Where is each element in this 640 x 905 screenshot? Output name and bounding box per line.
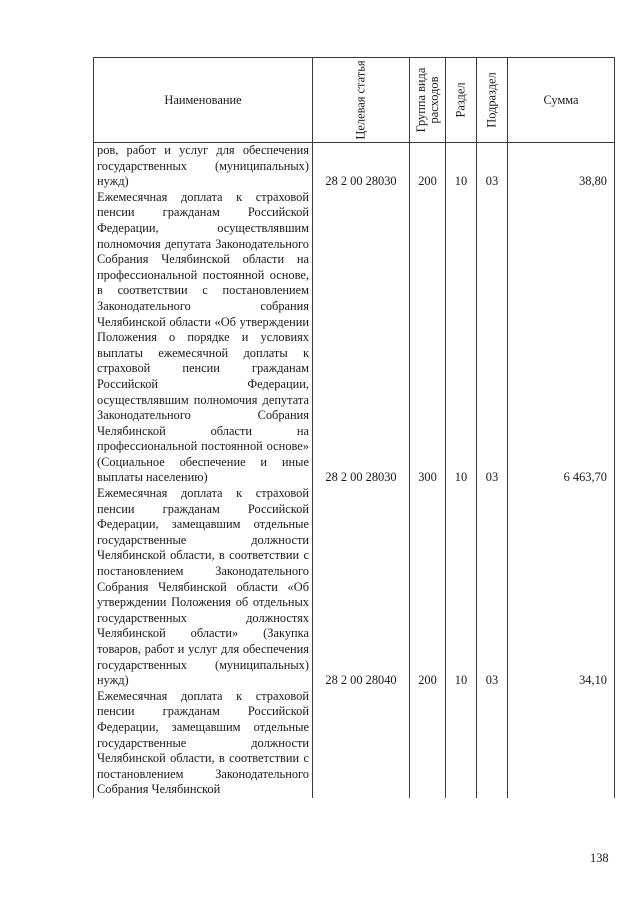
row-subsection: 03	[477, 486, 508, 689]
header-name: Наименование	[94, 58, 313, 143]
row-subsection: 03	[477, 190, 508, 486]
row-amount	[508, 689, 615, 798]
row-expense-group: 200	[410, 143, 446, 190]
row-subsection	[477, 689, 508, 798]
table-row	[94, 486, 615, 689]
page-number: 138	[590, 851, 609, 865]
row-amount: 6 463,70	[508, 190, 615, 486]
row-section: 10	[446, 143, 477, 190]
table-header-row	[94, 58, 615, 143]
row-amount: 38,80	[508, 143, 615, 190]
row-amount: 34,10	[508, 486, 615, 689]
row-section: 10	[446, 486, 477, 689]
row-subsection: 03	[477, 143, 508, 190]
header-subsection: Подраздел	[477, 58, 508, 143]
row-name: Ежемесячная доплата к страховой пенсии гражданам Российской Федерации, осуществлявшим полномочия депутата Законодательного Собрания Челябинской области на профессиональной постоянной основе, в соответствии с постановлением Законодательного собрания Челябинской области «Об утверждении Положения о порядке и условиях выплаты ежемесячной доплаты к страховой пенсии гражданам Российской Федерации, осуществлявшим полномочия депутата Законодательного Собрания Челябинской области на профессиональной постоянной основе» (Социальное обеспечение и иные выплаты населению)	[94, 190, 313, 486]
row-target-article: 28 2 00 28040	[313, 486, 410, 689]
header-amount: Сумма	[508, 58, 615, 143]
row-target-article: 28 2 00 28030	[313, 143, 410, 190]
table-row	[94, 143, 615, 190]
table-row	[94, 689, 615, 798]
row-name: Ежемесячная доплата к страховой пенсии гражданам Российской Федерации, замещавшим отдельные государственные должности Челябинской области, в соответствии с постановлением Законодательного Собрания Челябинской	[94, 689, 313, 798]
row-expense-group: 300	[410, 190, 446, 486]
header-target-article: Целевая статья	[313, 58, 410, 143]
budget-table	[93, 57, 615, 798]
header-expense-group: Группа вида расходов	[410, 58, 446, 143]
row-target-article	[313, 689, 410, 798]
row-target-article: 28 2 00 28030	[313, 190, 410, 486]
row-expense-group: 200	[410, 486, 446, 689]
row-section	[446, 689, 477, 798]
row-expense-group	[410, 689, 446, 798]
row-name: Ежемесячная доплата к страховой пенсии гражданам Российской Федерации, замещавшим отдельные государственные должности Челябинской области, в соответствии с постановлением Законодательного Собрания Челябинской области «Об утверждении Положения об отдельных государственных должностях Челябинской области» (Закупка товаров, работ и услуг для обеспечения государственных (муниципальных) нужд)	[94, 486, 313, 689]
row-name: ров, работ и услуг для обеспечения государственных (муниципальных) нужд)	[94, 143, 313, 190]
header-section: Раздел	[446, 58, 477, 143]
row-section: 10	[446, 190, 477, 486]
table-row	[94, 190, 615, 486]
